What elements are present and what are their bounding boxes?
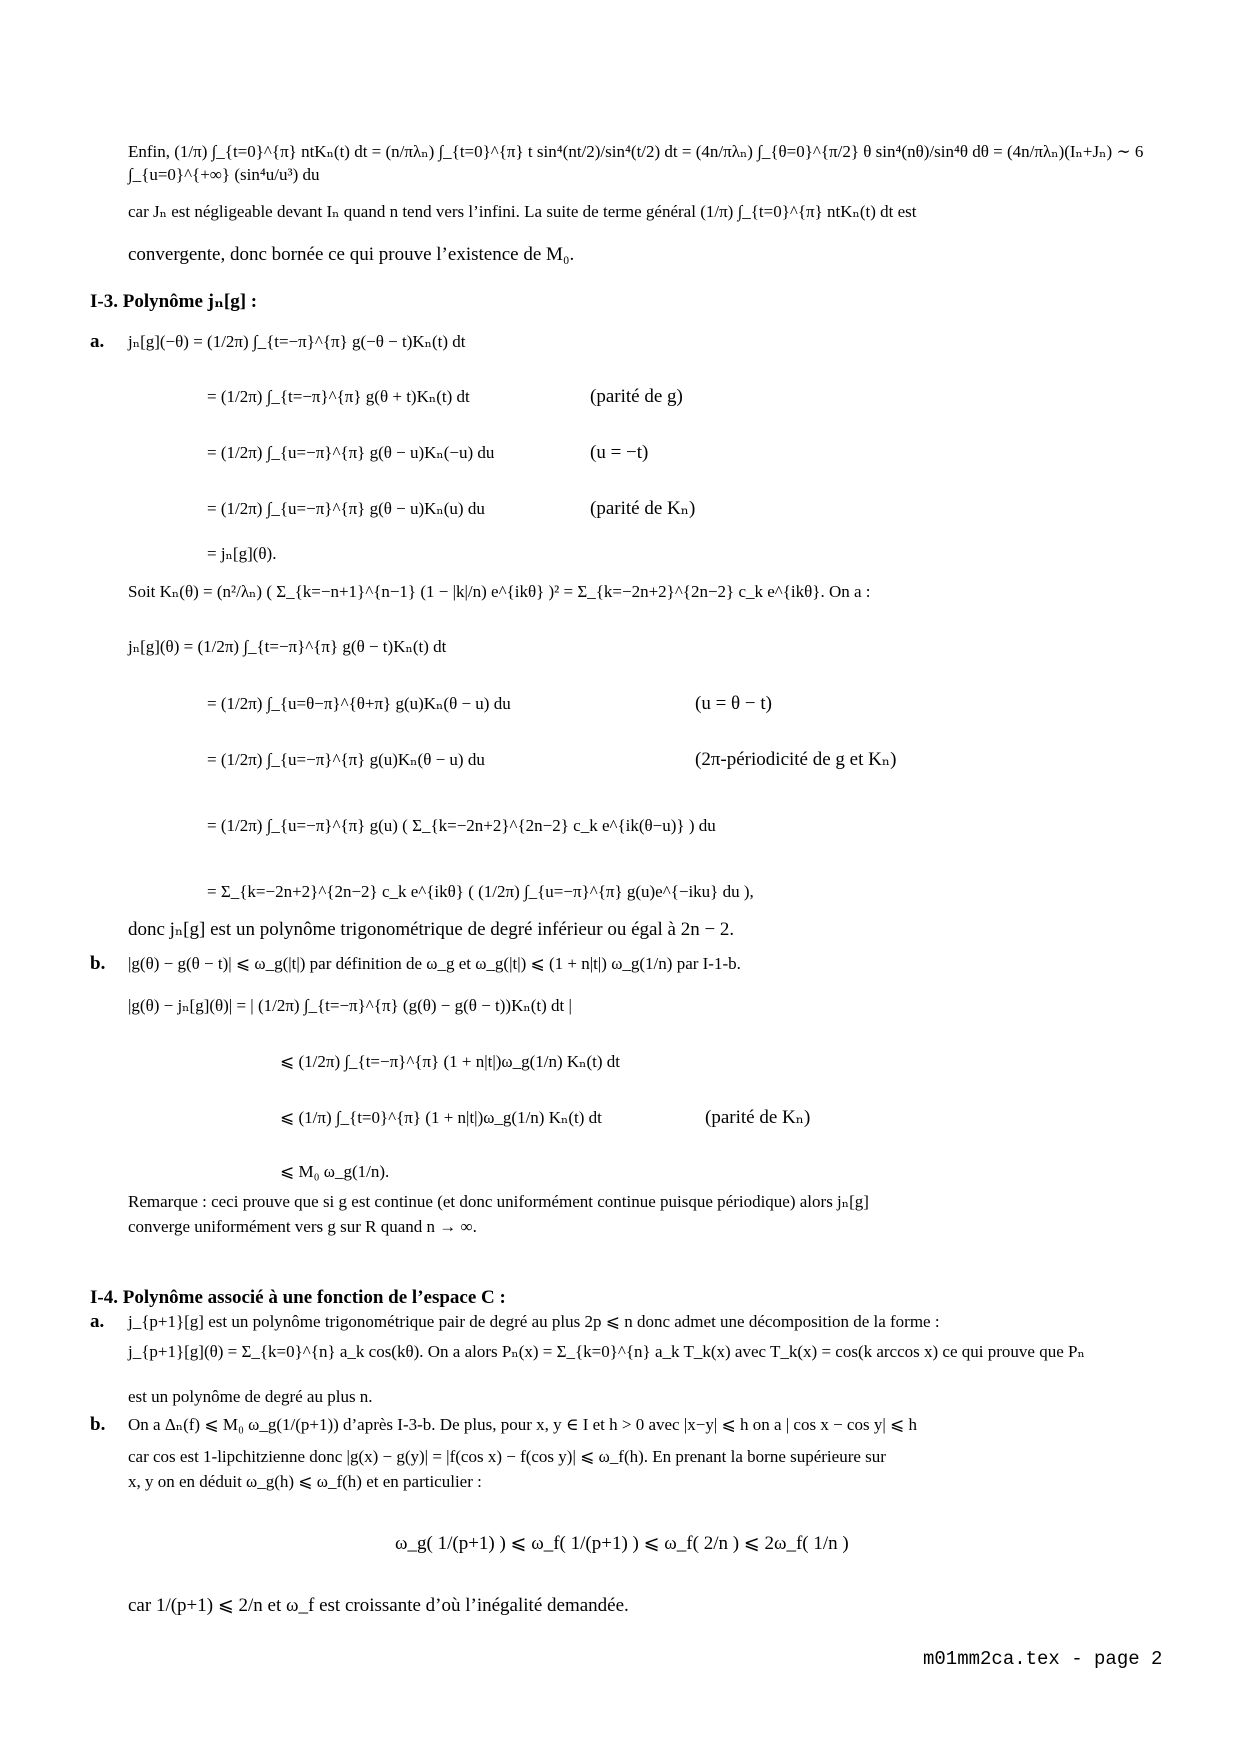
equation-line: = jₙ[g](θ). bbox=[207, 544, 277, 563]
equation-comment: (u = −t) bbox=[590, 442, 649, 463]
equation-comment: (2π-périodicité de g et Kₙ) bbox=[695, 749, 897, 770]
equation-line: ⩽ (1/2π) ∫_{t=−π}^{π} (1 + n|t|)ω_g(1/n) Kₙ(t) dt bbox=[280, 1052, 621, 1071]
remark-line: Remarque : ceci prouve que si g est continue (et donc uniformément continue puisque périodique) alors jₙ[g] bbox=[128, 1192, 869, 1211]
section-heading-i4: I-4. Polynôme associé à une fonction de l’espace C : bbox=[90, 1287, 506, 1308]
page-footer: m01mm2ca.tex - page 2 bbox=[923, 1648, 1163, 1670]
item-label-b: b. bbox=[90, 953, 106, 974]
equation-line: jₙ[g](θ) = (1/2π) ∫_{t=−π}^{π} g(θ − t)Kₙ(t) dt bbox=[128, 637, 447, 656]
intro-text: convergente, donc bornée ce qui prouve l’existence de M₀. bbox=[128, 244, 575, 265]
text-line: j_{p+1}[g](θ) = Σ_{k=0}^{n} a_k cos(kθ). On a alors Pₙ(x) = Σ_{k=0}^{n} a_k T_k(x) avec T_k(x) = cos(k arccos x) ce qui prouve que Pₙ bbox=[128, 1342, 1085, 1361]
intro-formula: Enfin, (1/π) ∫_{t=0}^{π} ntKₙ(t) dt = (n/πλₙ) ∫_{t=0}^{π} t sin⁴(nt/2)/sin⁴(t/2) dt = (4n/πλₙ) ∫_{θ=0}^{π/2} θ sin⁴(nθ)/sin⁴θ dθ = (4n/πλₙ)(Iₙ+Jₙ) ∼ 6 ∫_{u=0}^{+∞} (sin⁴u/u³) du bbox=[128, 142, 1144, 184]
definition-line: Soit Kₙ(θ) = (n²/λₙ) ( Σ_{k=−n+1}^{n−1} (1 − |k|/n) e^{ikθ} )² = Σ_{k=−2n+2}^{2n−2} c_k e^{ikθ}. On a : bbox=[128, 582, 871, 601]
equation-line: = (1/2π) ∫_{t=−π}^{π} g(θ + t)Kₙ(t) dt bbox=[207, 387, 470, 406]
conclusion-line: donc jₙ[g] est un polynôme trigonométrique de degré inférieur ou égal à 2n − 2. bbox=[128, 919, 735, 940]
text-line: j_{p+1}[g] est un polynôme trigonométrique pair de degré au plus 2p ⩽ n donc admet une décomposition de la forme : bbox=[128, 1312, 940, 1331]
equation-line: |g(θ) − jₙ[g](θ)| = | (1/2π) ∫_{t=−π}^{π} (g(θ) − g(θ − t))Kₙ(t) dt | bbox=[128, 996, 572, 1015]
item-label-a: a. bbox=[90, 331, 105, 352]
equation-line: = (1/2π) ∫_{u=−π}^{π} g(u)Kₙ(θ − u) du bbox=[207, 750, 485, 769]
item-label-b: b. bbox=[90, 1414, 106, 1435]
section-heading-i3: I-3. Polynôme jₙ[g] : bbox=[90, 291, 258, 312]
equation-line: = (1/2π) ∫_{u=θ−π}^{θ+π} g(u)Kₙ(θ − u) du bbox=[207, 694, 511, 713]
equation-line: jₙ[g](−θ) = (1/2π) ∫_{t=−π}^{π} g(−θ − t)Kₙ(t) dt bbox=[128, 332, 466, 351]
equation-line: = Σ_{k=−2n+2}^{2n−2} c_k e^{ikθ} ( (1/2π) ∫_{u=−π}^{π} g(u)e^{−iku} du ), bbox=[207, 882, 754, 901]
intro-text: car Jₙ est négligeable devant Iₙ quand n tend vers l’infini. La suite de terme général (1/π) ∫_{t=0}^{π} ntKₙ(t) dt est bbox=[128, 202, 917, 221]
item-label-a: a. bbox=[90, 1311, 105, 1332]
equation-comment: (parité de g) bbox=[590, 386, 683, 407]
text-line: On a Δₙ(f) ⩽ M₀ ω_g(1/(p+1)) d’après I-3-b. De plus, pour x, y ∈ I et h > 0 avec |x−y| ⩽ h on a | cos x − cos y| ⩽ h bbox=[128, 1415, 917, 1434]
text-line: car cos est 1-lipchitzienne donc |g(x) − g(y)| = |f(cos x) − f(cos y)| ⩽ ω_f(h). En prenant la borne supérieure sur bbox=[128, 1447, 886, 1466]
equation-comment: (parité de Kₙ) bbox=[705, 1107, 811, 1128]
equation-line: = (1/2π) ∫_{u=−π}^{π} g(θ − u)Kₙ(u) du bbox=[207, 499, 485, 518]
conclusion-line: car 1/(p+1) ⩽ 2/n et ω_f est croissante d’où l’inégalité demandée. bbox=[128, 1595, 629, 1616]
equation-line: ⩽ M₀ ω_g(1/n). bbox=[280, 1162, 390, 1181]
display-equation: ω_g( 1/(p+1) ) ⩽ ω_f( 1/(p+1) ) ⩽ ω_f( 2/n ) ⩽ 2ω_f( 1/n ) bbox=[395, 1533, 849, 1554]
equation-line: ⩽ (1/π) ∫_{t=0}^{π} (1 + n|t|)ω_g(1/n) Kₙ(t) dt bbox=[280, 1108, 602, 1127]
text-line: |g(θ) − g(θ − t)| ⩽ ω_g(|t|) par définition de ω_g et ω_g(|t|) ⩽ (1 + n|t|) ω_g(1/n) par I-1-b. bbox=[128, 954, 741, 973]
equation-comment: (u = θ − t) bbox=[695, 693, 772, 714]
equation-line: = (1/2π) ∫_{u=−π}^{π} g(u) ( Σ_{k=−2n+2}^{2n−2} c_k e^{ik(θ−u)} ) du bbox=[207, 816, 716, 835]
text-line: est un polynôme de degré au plus n. bbox=[128, 1387, 373, 1406]
remark-line: converge uniformément vers g sur R quand n → ∞. bbox=[128, 1217, 477, 1236]
text-line: x, y on en déduit ω_g(h) ⩽ ω_f(h) et en particulier : bbox=[128, 1472, 482, 1491]
equation-line: = (1/2π) ∫_{u=−π}^{π} g(θ − u)Kₙ(−u) du bbox=[207, 443, 495, 462]
equation-comment: (parité de Kₙ) bbox=[590, 498, 696, 519]
